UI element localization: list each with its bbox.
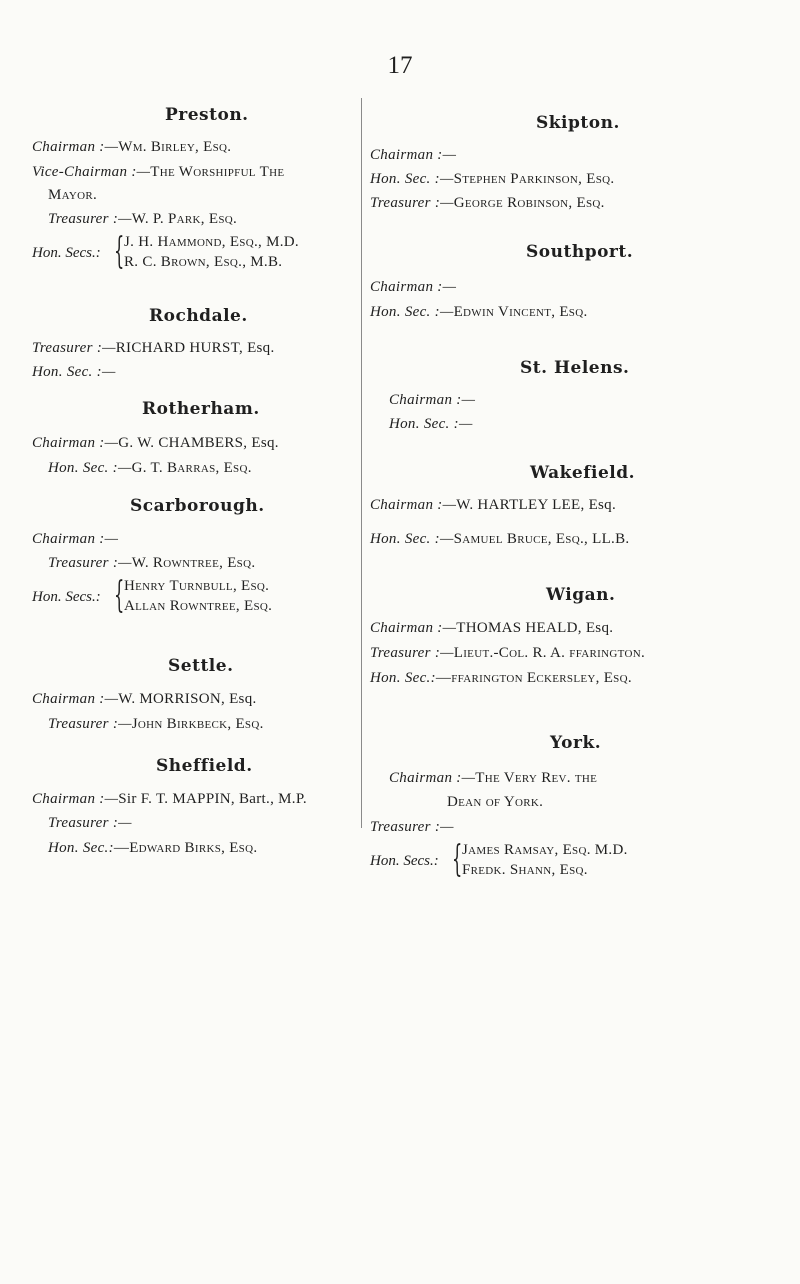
york-chairman: Chairman :—The Very Rev. the [389, 770, 598, 786]
sheffield-hon-sec: Hon. Sec.:—Edward Birks, Esq. [48, 840, 258, 856]
rotherham-hon-sec: Hon. Sec. :—G. T. Barras, Esq. [48, 460, 252, 476]
southport-chairman: Chairman :— [370, 279, 457, 295]
rochdale-treasurer: Treasurer :—RICHARD HURST, Esq. [32, 340, 275, 356]
wigan-hon-sec: Hon. Sec.:—ffarington Eckersley, Esq. [370, 670, 632, 686]
preston-vice-chairman: Vice-Chairman :—The Worshipful The [32, 164, 285, 180]
page-number: 17 [387, 52, 413, 79]
heading-rotherham: Rotherham. [142, 399, 260, 419]
heading-scarborough: Scarborough. [130, 496, 265, 516]
heading-st-helens: St. Helens. [520, 358, 630, 378]
settle-chairman: Chairman :—W. MORRISON, Esq. [32, 691, 257, 707]
southport-hon-sec: Hon. Sec. :—Edwin Vincent, Esq. [370, 304, 588, 320]
skipton-chairman: Chairman :— [370, 147, 457, 163]
heading-rochdale: Rochdale. [149, 306, 248, 326]
rotherham-chairman: Chairman :—G. W. CHAMBERS, Esq. [32, 435, 279, 451]
st-helens-hon-sec: Hon. Sec. :— [389, 416, 473, 432]
preston-chairman: Chairman :—Wm. Birley, Esq. [32, 139, 232, 155]
rochdale-hon-sec: Hon. Sec. :— [32, 364, 116, 380]
scarborough-chairman: Chairman :— [32, 531, 119, 547]
heading-preston: Preston. [165, 105, 249, 125]
preston-vice-chairman-cont: Mayor. [48, 187, 98, 203]
heading-skipton: Skipton. [536, 113, 620, 133]
st-helens-chairman: Chairman :— [389, 392, 476, 408]
wigan-treasurer: Treasurer :—Lieut.-Col. R. A. ffarington. [370, 645, 645, 661]
wakefield-chairman: Chairman :—W. HARTLEY LEE, Esq. [370, 497, 617, 513]
preston-treasurer: Treasurer :—W. P. Park, Esq. [48, 211, 238, 227]
york-chairman-cont: Dean of York. [447, 794, 544, 810]
settle-treasurer: Treasurer :—John Birkbeck, Esq. [48, 716, 264, 732]
heading-sheffield: Sheffield. [156, 756, 253, 776]
heading-wigan: Wigan. [546, 585, 616, 605]
heading-settle: Settle. [168, 656, 234, 676]
heading-wakefield: Wakefield. [530, 463, 636, 483]
heading-york: York. [550, 733, 602, 753]
heading-southport: Southport. [526, 242, 634, 262]
skipton-hon-sec: Hon. Sec. :—Stephen Parkinson, Esq. [370, 171, 615, 187]
wigan-chairman: Chairman :—THOMAS HEALD, Esq. [370, 620, 614, 636]
wakefield-hon-sec: Hon. Sec. :—Samuel Bruce, Esq., LL.B. [370, 531, 630, 547]
sheffield-treasurer: Treasurer :— [48, 815, 132, 831]
scarborough-treasurer: Treasurer :—W. Rowntree, Esq. [48, 555, 256, 571]
sheffield-chairman: Chairman :—Sir F. T. MAPPIN, Bart., M.P. [32, 791, 307, 807]
column-divider [361, 98, 362, 828]
york-treasurer: Treasurer :— [370, 819, 454, 835]
skipton-treasurer: Treasurer :—George Robinson, Esq. [370, 195, 605, 211]
